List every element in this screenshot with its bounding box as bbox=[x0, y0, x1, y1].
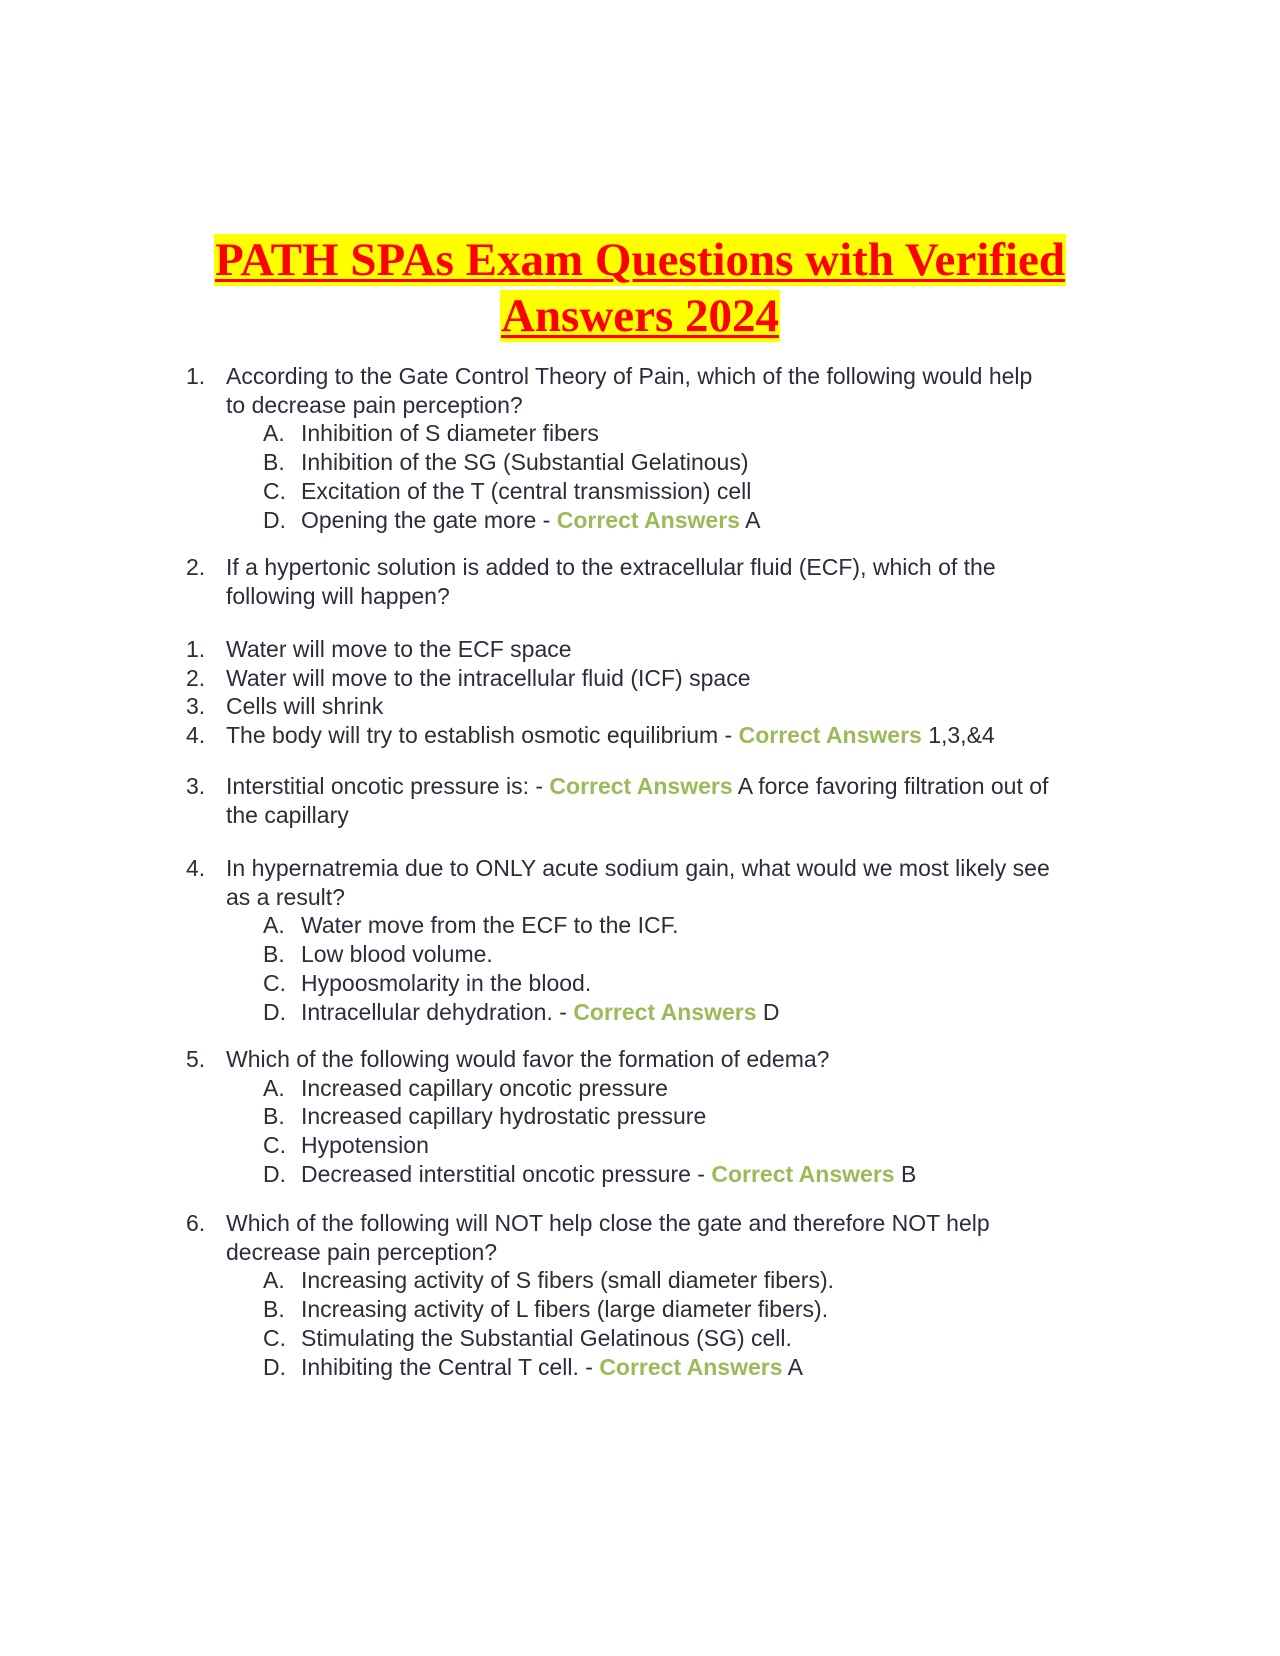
option-letter: D. bbox=[263, 1160, 286, 1187]
statement-number: 3. bbox=[186, 693, 206, 720]
option-d bbox=[186, 506, 1136, 535]
question-number: 1. bbox=[186, 363, 206, 389]
statement-text: Water will move to the ECF space bbox=[226, 636, 572, 662]
option-text: Increasing activity of L fibers (large diameter fibers). bbox=[301, 1296, 829, 1323]
question-text-line: as a result? bbox=[226, 883, 345, 910]
option-letter: C. bbox=[263, 1132, 286, 1159]
option-text: Increasing activity of S fibers (small diameter fibers). bbox=[301, 1267, 835, 1294]
correct-answers-label: Correct Answers bbox=[599, 1353, 783, 1380]
question-3 bbox=[186, 772, 1136, 829]
option-letter: B. bbox=[263, 1103, 285, 1130]
option-letter: A. bbox=[263, 420, 285, 447]
answer-value: A bbox=[787, 1353, 803, 1380]
statement-number: 4. bbox=[186, 722, 206, 749]
statement-number: 2. bbox=[186, 664, 206, 691]
answer-value: D bbox=[762, 998, 780, 1025]
question-text-line: Which of the following will NOT help close the gate and therefore NOT help bbox=[226, 1210, 990, 1236]
question-text-line: Which of the following would favor the formation of edema? bbox=[226, 1046, 830, 1072]
statement-text-wrap bbox=[226, 721, 1136, 750]
answer-value: A force favoring filtration out of bbox=[737, 773, 1049, 799]
statement-item bbox=[186, 635, 1136, 664]
option-letter: B. bbox=[263, 449, 285, 476]
question-prompt: Interstitial oncotic pressure is: - bbox=[226, 773, 544, 799]
option-text: Opening the gate more - bbox=[301, 506, 551, 533]
question-text-line: According to the Gate Control Theory of Pain, which of the following would help bbox=[226, 363, 1033, 389]
option-list bbox=[186, 1266, 1136, 1381]
option-list bbox=[186, 911, 1136, 1026]
option-c bbox=[186, 477, 1136, 506]
statement-item bbox=[186, 692, 1136, 721]
question-number: 5. bbox=[186, 1046, 206, 1072]
question-text-line: decrease pain perception? bbox=[226, 1238, 498, 1265]
option-text: Excitation of the T (central transmission) cell bbox=[301, 477, 752, 504]
option-letter: D. bbox=[263, 1353, 286, 1380]
question-4 bbox=[186, 854, 1136, 1026]
question-number: 6. bbox=[186, 1210, 206, 1236]
option-list bbox=[186, 419, 1136, 534]
option-b bbox=[186, 448, 1136, 477]
question-text-line: to decrease pain perception? bbox=[226, 391, 523, 418]
correct-answers-label: Correct Answers bbox=[738, 722, 922, 749]
option-b bbox=[186, 1295, 1136, 1324]
option-c bbox=[186, 1131, 1136, 1160]
title-line-1: PATH SPAs Exam Questions with Verified bbox=[215, 234, 1065, 286]
option-a bbox=[186, 419, 1136, 448]
option-a bbox=[186, 1266, 1136, 1295]
document-title bbox=[150, 232, 1130, 344]
option-letter: A. bbox=[263, 1074, 285, 1101]
title-line-2: Answers 2024 bbox=[500, 290, 780, 342]
option-d bbox=[186, 1353, 1136, 1382]
statement-text: The body will try to establish osmotic equilibrium - bbox=[226, 722, 733, 749]
statement-list bbox=[186, 635, 1136, 750]
statement-item bbox=[186, 664, 1136, 693]
statement-text: Cells will shrink bbox=[226, 693, 384, 720]
question-text-line: In hypernatremia due to ONLY acute sodium gain, what would we most likely see bbox=[226, 855, 1050, 881]
option-c bbox=[186, 969, 1136, 998]
option-text: Increased capillary oncotic pressure bbox=[301, 1074, 668, 1101]
option-a bbox=[186, 1074, 1136, 1103]
question-6 bbox=[186, 1209, 1136, 1381]
option-letter: C. bbox=[263, 1324, 286, 1351]
statement-number: 1. bbox=[186, 636, 206, 662]
option-letter: C. bbox=[263, 969, 286, 996]
question-text-line bbox=[226, 772, 1136, 801]
option-c bbox=[186, 1324, 1136, 1353]
option-b bbox=[186, 1102, 1136, 1131]
option-text: Hypoosmolarity in the blood. bbox=[301, 969, 592, 996]
answer-continuation: the capillary bbox=[226, 801, 349, 828]
option-text: Intracellular dehydration. - bbox=[301, 998, 567, 1025]
correct-answers-label: Correct Answers bbox=[549, 773, 733, 799]
correct-answers-label: Correct Answers bbox=[573, 998, 757, 1025]
question-text-line: If a hypertonic solution is added to the extracellular fluid (ECF), which of the bbox=[226, 554, 996, 580]
option-text: Inhibiting the Central T cell. - bbox=[301, 1353, 593, 1380]
option-letter: D. bbox=[263, 506, 286, 533]
option-letter: D. bbox=[263, 998, 286, 1025]
option-a bbox=[186, 911, 1136, 940]
option-text: Water move from the ECF to the ICF. bbox=[301, 912, 679, 939]
correct-answers-label: Correct Answers bbox=[711, 1160, 895, 1187]
option-letter: B. bbox=[263, 1296, 285, 1323]
correct-answers-label: Correct Answers bbox=[556, 506, 740, 533]
option-text: Hypotension bbox=[301, 1132, 429, 1159]
option-text: Stimulating the Substantial Gelatinous (SG) cell. bbox=[301, 1324, 792, 1351]
option-d bbox=[186, 1160, 1136, 1189]
option-text: Inhibition of S diameter fibers bbox=[301, 420, 599, 447]
option-b bbox=[186, 940, 1136, 969]
option-text: Inhibition of the SG (Substantial Gelatinous) bbox=[301, 449, 749, 476]
question-2 bbox=[186, 553, 1136, 610]
option-letter: B. bbox=[263, 941, 285, 968]
option-list bbox=[186, 1074, 1136, 1189]
question-text-line: following will happen? bbox=[226, 582, 450, 609]
answer-value: 1,3,&4 bbox=[928, 722, 995, 749]
question-number: 3. bbox=[186, 773, 206, 799]
option-letter: A. bbox=[263, 912, 285, 939]
option-text: Decreased interstitial oncotic pressure - bbox=[301, 1160, 705, 1187]
statement-text: Water will move to the intracellular fluid (ICF) space bbox=[226, 664, 751, 691]
statement-item bbox=[186, 721, 1136, 750]
question-number: 2. bbox=[186, 554, 206, 580]
option-text: Increased capillary hydrostatic pressure bbox=[301, 1103, 707, 1130]
question-5 bbox=[186, 1045, 1136, 1189]
option-text: Low blood volume. bbox=[301, 941, 493, 968]
option-letter: A. bbox=[263, 1267, 285, 1294]
option-d bbox=[186, 998, 1136, 1027]
answer-value: B bbox=[900, 1160, 917, 1187]
question-1 bbox=[186, 362, 1136, 534]
question-number: 4. bbox=[186, 855, 206, 881]
answer-value: A bbox=[745, 506, 761, 533]
option-letter: C. bbox=[263, 477, 286, 504]
